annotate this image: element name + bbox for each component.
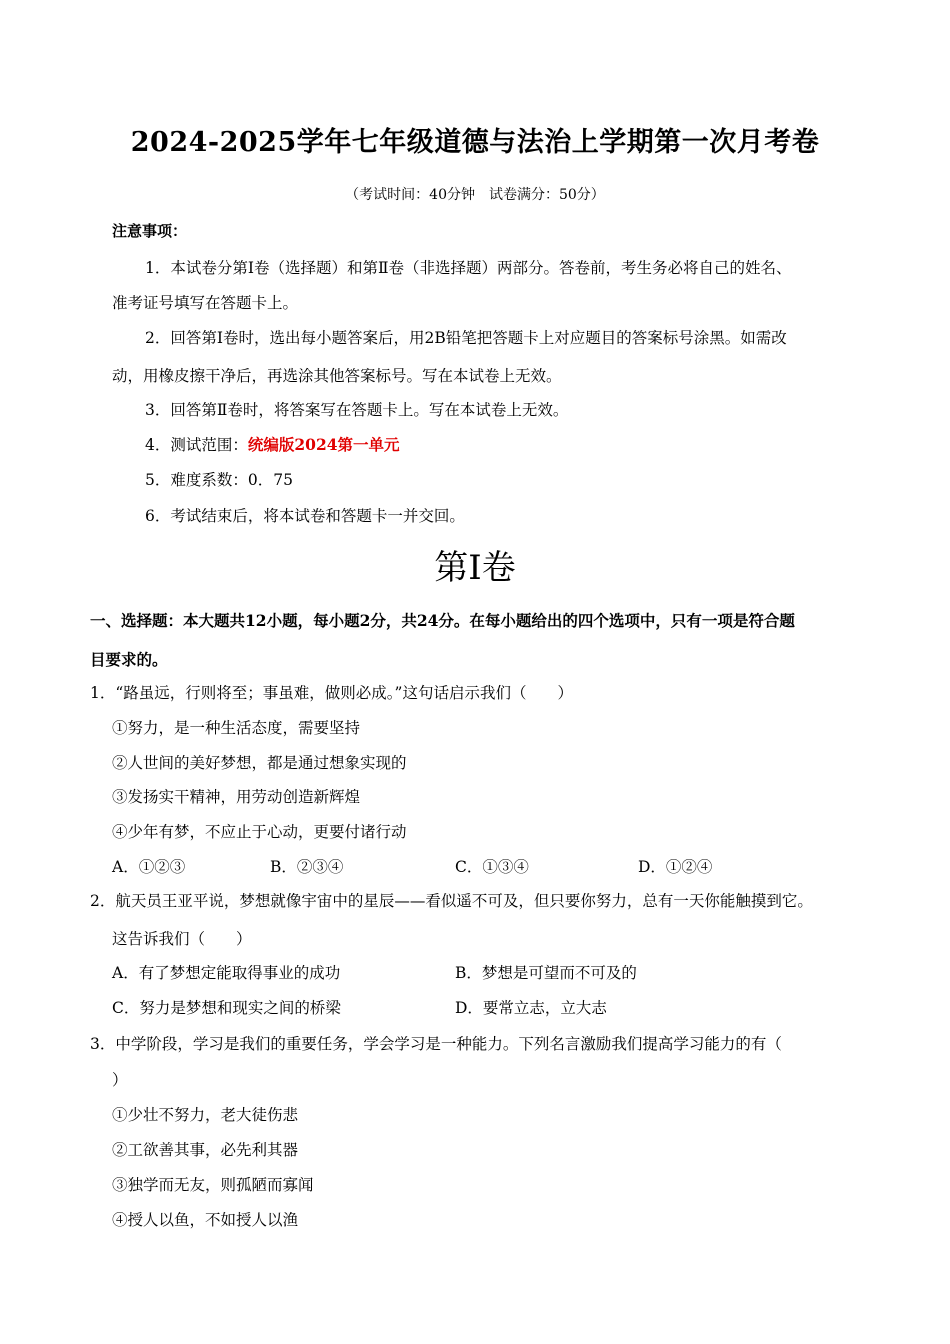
test-scope: 统编版2024第一单元 (247, 435, 400, 454)
question-1-option-b: B．②③④ (270, 858, 344, 876)
question-1-statement-2: ②人世间的美好梦想，都是通过想象实现的 (112, 754, 407, 772)
question-3-statement-4: ④授人以鱼，不如授人以渔 (112, 1211, 299, 1229)
question-1-statement-4: ④少年有梦，不应止于心动，更要付诸行动 (112, 823, 407, 841)
section-heading-line-1: 一、选择题：本大题共12小题，每小题2分，共24分。在每小题给出的四个选项中，只有一项是符合题 (90, 611, 795, 630)
question-3-statement-3: ③独学而无友，则孤陋而寡闻 (112, 1176, 314, 1194)
question-3-stem-line-2: ） (112, 1071, 128, 1089)
exam-subtitle: （考试时间：40分钟 试卷满分：50分） (345, 187, 605, 203)
notice-item-6: 6．考试结束后，将本试卷和答题卡一并交回。 (145, 507, 465, 525)
question-2-option-a: A．有了梦想定能取得事业的成功 (112, 964, 341, 982)
notice-item-4-label: 4．测试范围： (145, 436, 248, 454)
notice-item-5: 5．难度系数：0．75 (145, 471, 293, 489)
notice-heading: 注意事项： (112, 222, 188, 240)
notice-item-2-line-1: 2．回答第Ⅰ卷时，选出每小题答案后，用2B铅笔把答题卡上对应题目的答案标号涂黑。如需改 (145, 329, 787, 347)
question-2-stem-line-2: 这告诉我们（ ） (112, 930, 252, 948)
section-title: 第Ⅰ卷 (434, 548, 516, 588)
question-1-stem: 1．“路虽远，行则将至；事虽难，做则必成。”这句话启示我们（ ） (90, 684, 573, 702)
question-2-option-c: C．努力是梦想和现实之间的桥梁 (112, 999, 341, 1017)
notice-item-2-line-2: 动，用橡皮擦干净后，再选涂其他答案标号。写在本试卷上无效。 (112, 367, 562, 385)
notice-item-4 (145, 433, 400, 455)
question-1-statement-3: ③发扬实干精神，用劳动创造新辉煌 (112, 788, 361, 806)
question-3-stem-line-1: 3．中学阶段，学习是我们的重要任务，学会学习是一种能力。下列名言激励我们提高学习能力的有（ (90, 1035, 782, 1053)
question-2-option-d: D．要常立志，立大志 (455, 999, 607, 1017)
question-3-statement-2: ②工欲善其事，必先利其器 (112, 1141, 299, 1159)
question-2-stem-line-1: 2．航天员王亚平说，梦想就像宇宙中的星辰——看似遥不可及，但只要你努力，总有一天你能触摸到它。 (90, 892, 813, 910)
notice-item-3: 3．回答第Ⅱ卷时，将答案写在答题卡上。写在本试卷上无效。 (145, 401, 569, 419)
section-heading-line-2: 目要求的。 (90, 650, 168, 669)
question-1-option-d: D．①②④ (638, 858, 713, 876)
question-1-option-c: C．①③④ (455, 858, 529, 876)
question-3-statement-1: ①少壮不努力，老大徒伤悲 (112, 1106, 299, 1124)
question-2-option-b: B．梦想是可望而不可及的 (455, 964, 637, 982)
question-1-option-a: A．①②③ (112, 858, 186, 876)
question-1-statement-1: ①努力，是一种生活态度，需要坚持 (112, 719, 361, 737)
exam-title: 2024-2025学年七年级道德与法治上学期第一次月考卷 (130, 127, 820, 158)
notice-item-1-line-2: 准考证号填写在答题卡上。 (112, 294, 299, 312)
notice-item-1-line-1: 1．本试卷分第Ⅰ卷（选择题）和第Ⅱ卷（非选择题）两部分。答卷前，考生务必将自己的姓名、 (145, 259, 792, 277)
